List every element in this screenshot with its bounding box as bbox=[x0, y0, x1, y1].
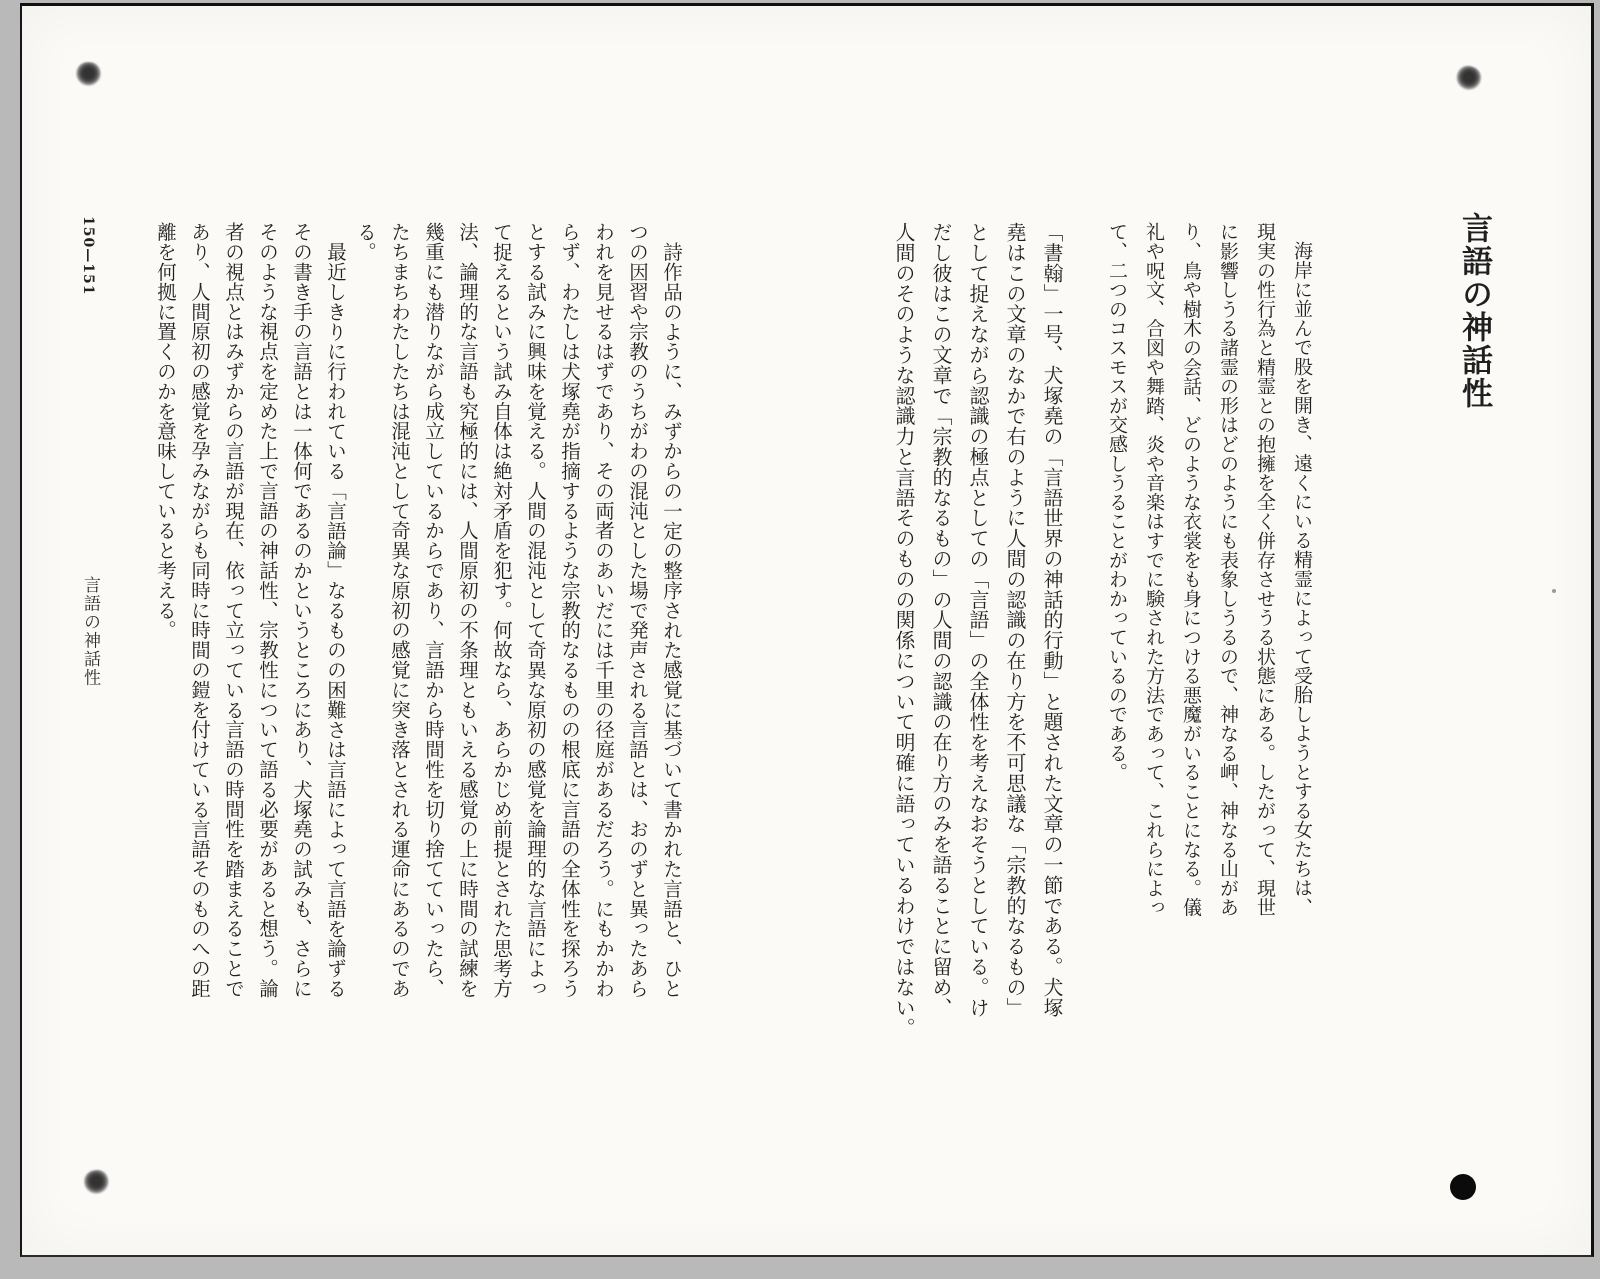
commentary-paragraph bbox=[885, 222, 1070, 1048]
running-title: 言語の神話性 bbox=[80, 576, 100, 687]
text-column: 人間のそのような認識力と言語そのものの関係について明確に語っているわけではない。 bbox=[892, 222, 916, 1038]
text-column: て、二つのコスモスが交感しうることがわかっているのである。 bbox=[1106, 222, 1128, 782]
black-dot-icon bbox=[1450, 1174, 1476, 1200]
text-column: 幾重にも潜りながら成立しているからであり、言語から時間性を切り捨てていったら、 bbox=[422, 222, 445, 999]
scan-speck bbox=[1552, 589, 1556, 593]
text-column: て捉えるという試み自体は絶対矛盾を犯す。何故なら、あらかじめ前提とされた思考方 bbox=[490, 222, 513, 999]
ink-stamp-icon bbox=[76, 62, 101, 87]
text-column: 者の視点とはみずからの言語が現在、依って立っている言語の時間性を踏まえることで bbox=[222, 222, 245, 999]
text-column: らず、わたしは犬塚堯が指摘するような宗教的なるものの根底に言語の全体性を探ろう bbox=[558, 222, 581, 999]
text-column: だし彼はこの文章で「宗教的なるもの」の人間の認識の在り方のみを語ることに留め、 bbox=[929, 222, 953, 1018]
text-column: 堯はこの文章のなかで右のように人間の認識の在り方を不可思議な「宗教的なるもの」 bbox=[1003, 222, 1027, 1018]
text-column: つの因習や宗教のうちがわの混沌とした場で発声される言語とは、おのずと異ったあら bbox=[626, 222, 649, 999]
text-column: 「書翰」一号、犬塚堯の「言語世界の神話的行動」と題された文章の一節である。犬塚 bbox=[1040, 222, 1064, 1018]
text-column: とする試みに興味を覚える。人間の混沌として奇異な原初の感覚を論理的な言語によっ bbox=[524, 222, 547, 999]
text-column: われを見せるはずであり、その両者のあいだには千里の径庭があるだろう。にもかかわ bbox=[592, 222, 615, 999]
text-column: その書き手の言語とは一体何であるのかというところにあり、犬塚堯の試みも、さらに bbox=[290, 222, 313, 999]
text-column: として捉えながら認識の極点としての「言語」の全体性を考えなおそうとしている。け bbox=[966, 222, 990, 1018]
quote-paragraph bbox=[1098, 222, 1320, 922]
article-title: 言語の神話性 bbox=[1456, 212, 1492, 410]
left-page-paragraph-2 bbox=[148, 222, 352, 1048]
text-column: あり、人間原初の感覚を孕みながらも同時に時間の鎧を付けている言語そのものへの距 bbox=[188, 222, 211, 999]
text-column: 法、論理的な言語も究極的には、人間原初の不条理ともいえる感覚の上に時間の試練を bbox=[456, 222, 479, 999]
text-column: 詩作品のように、みずからの一定の整序された感覚に基づいて書かれた言語と、ひと bbox=[660, 241, 683, 998]
left-page-paragraph-1 bbox=[348, 222, 688, 1048]
text-column: 礼や呪文、合図や舞踏、炎や音楽はすでに験された方法であって、これらによっ bbox=[1143, 222, 1165, 917]
text-column: たちまちわたしたちは混沌として奇異な原初の感覚に突き落とされる運命にあるのであ bbox=[388, 222, 411, 999]
text-column: る。 bbox=[354, 222, 377, 262]
text-column: 最近しきりに行われている「言語論」なるものの困難さは言語によって言語を論ずる bbox=[324, 241, 347, 998]
text-column: 現実の性行為と精霊との抱擁を全く併存させうる状態にある。したがって、現世 bbox=[1254, 222, 1276, 917]
text-column: そのような視点を定めた上で言語の神話性、宗教性について語る必要があると想う。論 bbox=[256, 222, 279, 999]
text-column: 海岸に並んで股を開き、遠くにいる精霊によって受胎しようとする女たちは、 bbox=[1291, 241, 1313, 917]
text-column: 離を何拠に置くのかを意味していると考える。 bbox=[154, 222, 177, 640]
text-column: に影響しうる諸霊の形はどのようにも表象しうるので、神なる岬、神なる山があ bbox=[1217, 222, 1239, 917]
page-number: 150—151 bbox=[80, 216, 96, 296]
text-column: り、鳥や樹木の会話、どのような衣裳をも身につける悪魔がいることになる。儀 bbox=[1180, 222, 1202, 917]
